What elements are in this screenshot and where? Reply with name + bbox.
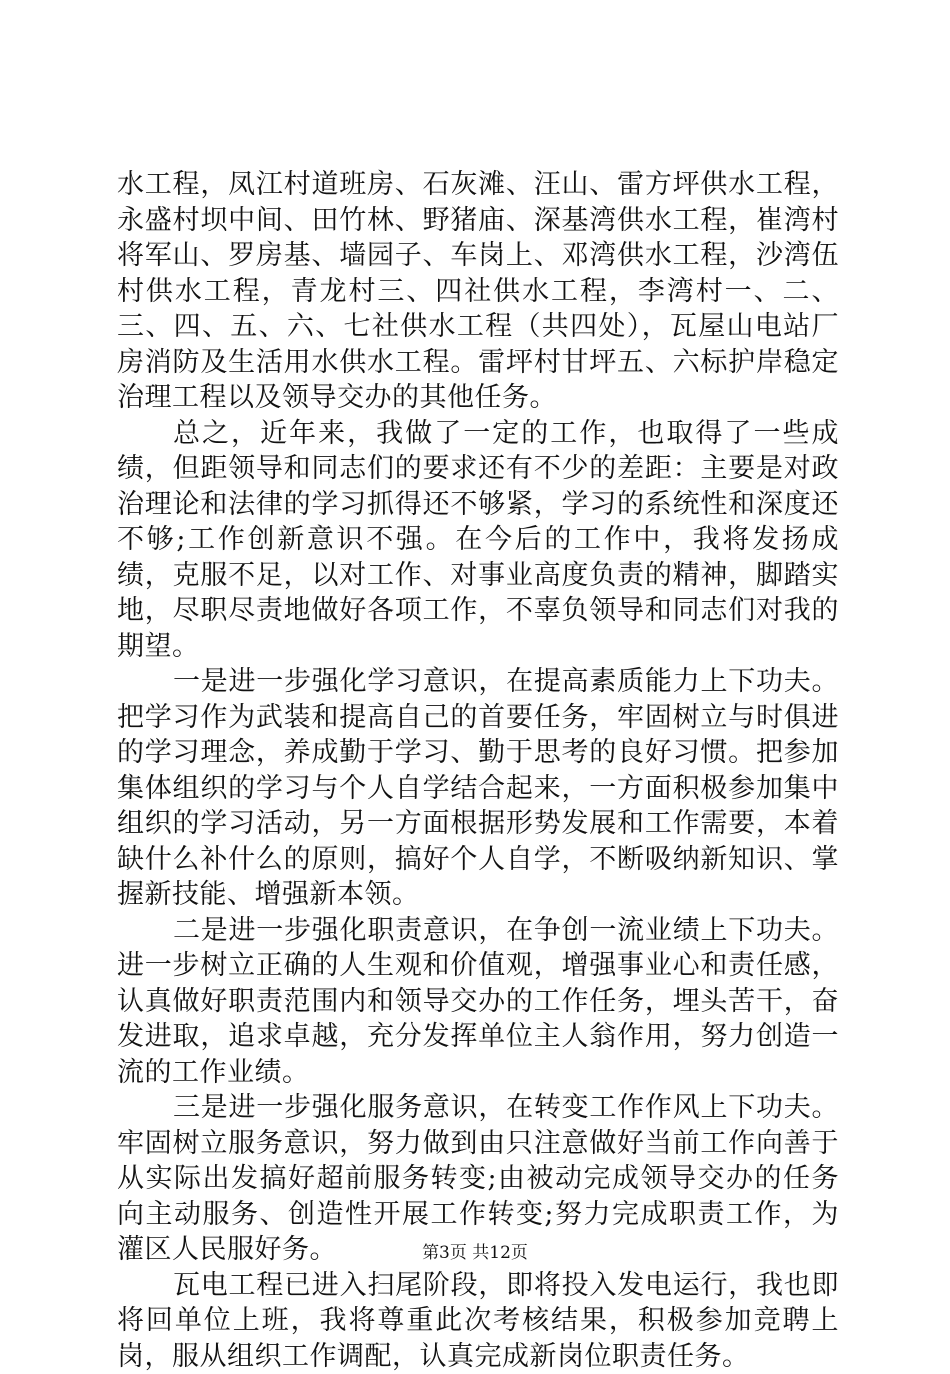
page-number-footer: 第3页 共12页	[0, 1242, 950, 1264]
document-body	[117, 167, 839, 1374]
paragraph-point-three: 三是进一步强化服务意识，在转变工作作风上下功夫。牢固树立服务意识，努力做到由只注意做好当前工作向善于从实际出发搞好超前服务转变;由被动完成领导交办的任务向主动服务、创造性开展工作转变;努力完成职责工作，为灌区人民服好务。	[117, 1090, 839, 1268]
paragraph-point-two: 二是进一步强化职责意识，在争创一流业绩上下功夫。进一步树立正确的人生观和价值观，增强事业心和责任感，认真做好职责范围内和领导交办的工作任务，埋头苦干，奋发进取，追求卓越，充分发挥单位主人翁作用，努力创造一流的工作业绩。	[117, 913, 839, 1091]
paragraph-closing: 瓦电工程已进入扫尾阶段，即将投入发电运行，我也即将回单位上班，我将尊重此次考核结果，积极参加竞聘上岗，服从组织工作调配，认真完成新岗位职责任务。	[117, 1268, 839, 1374]
paragraph-summary: 总之，近年来，我做了一定的工作，也取得了一些成绩，但距领导和同志们的要求还有不少的差距：主要是对政治理论和法律的学习抓得还不够紧，学习的系统性和深度还不够;工作创新意识不强。在今后的工作中，我将发扬成绩，克服不足，以对工作、对事业高度负责的精神，脚踏实地，尽职尽责地做好各项工作，不辜负领导和同志们对我的期望。	[117, 416, 839, 665]
paragraph-point-one: 一是进一步强化学习意识，在提高素质能力上下功夫。把学习作为武装和提高自己的首要任务，牢固树立与时俱进的学习理念，养成勤于学习、勤于思考的良好习惯。把参加集体组织的学习与个人自学结合起来，一方面积极参加集中组织的学习活动，另一方面根据形势发展和工作需要，本着缺什么补什么的原则，搞好个人自学，不断吸纳新知识、掌握新技能、增强新本领。	[117, 664, 839, 913]
paragraph-continuation: 水工程，凤江村道班房、石灰滩、汪山、雷方坪供水工程，永盛村坝中间、田竹林、野猪庙、深基湾供水工程，崔湾村将军山、罗房基、墙园子、车岗上、邓湾供水工程，沙湾伍村供水工程，青龙村三、四社供水工程，李湾村一、二、三、四、五、六、七社供水工程（共四处），瓦屋山电站厂房消防及生活用水供水工程。雷坪村甘坪五、六标护岸稳定治理工程以及领导交办的其他任务。	[117, 167, 839, 416]
